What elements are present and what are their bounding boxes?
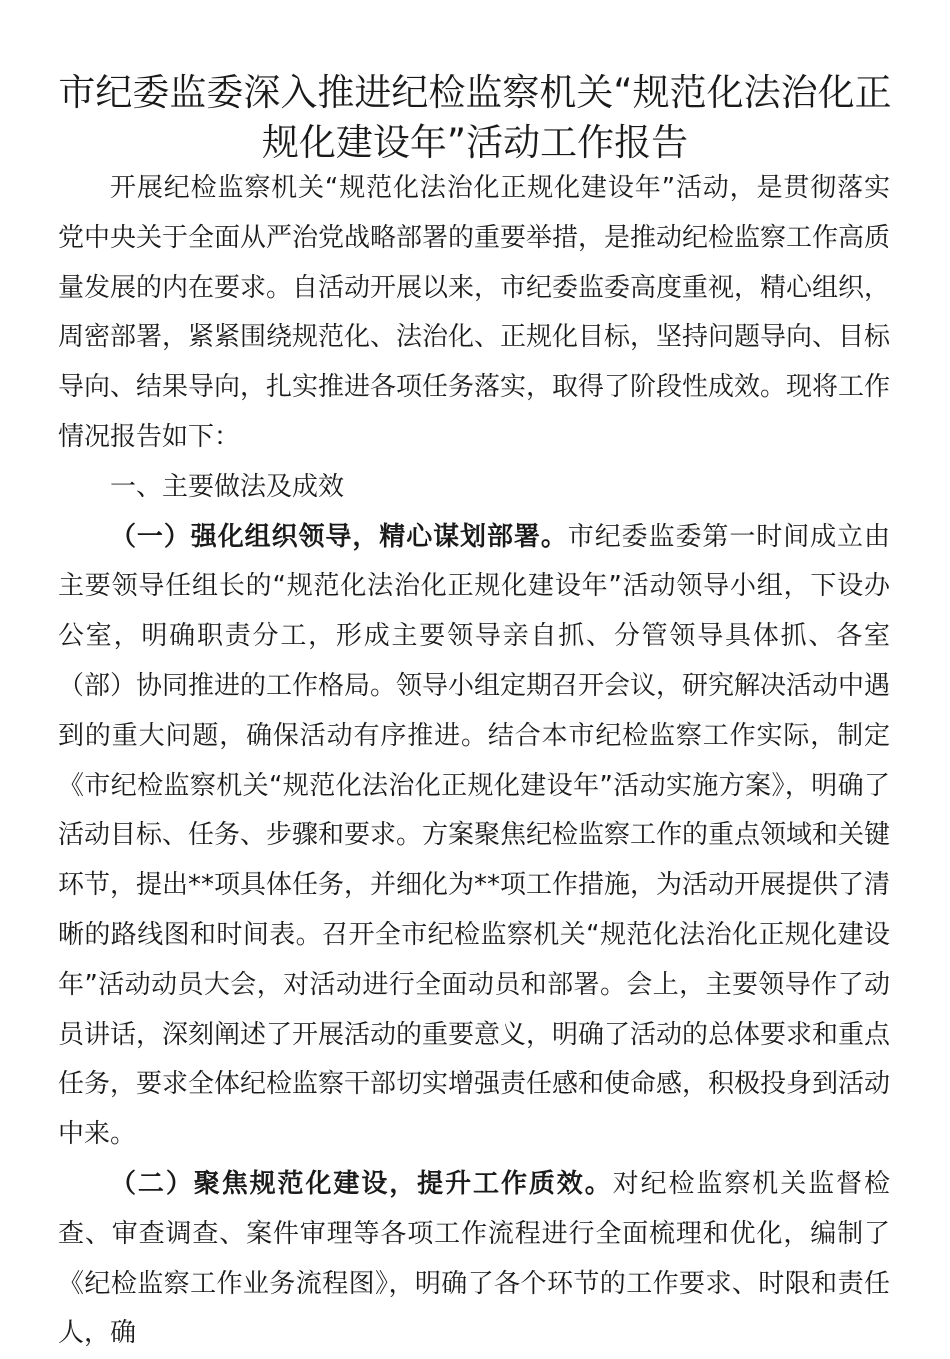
paragraph-text: 对纪检监察机关监督检查、审查调查、案件审理等各项工作流程进行全面梳理和优化，编制了《纪检监察工作业务流程图》，明确了各个环节的工作要求、时限和责任人，确: [58, 1168, 890, 1349]
subsection-paragraph-2: [58, 1160, 890, 1359]
subsection-heading: （一）强化组织领导，精心谋划部署。: [110, 521, 568, 552]
subsection-heading: （二）聚焦规范化建设，提升工作质效。: [110, 1168, 613, 1199]
subsection-paragraph-1: [58, 513, 890, 1160]
paragraph-text: 市纪委监委第一时间成立由主要领导任组长的“规范化法治化正规化建设年”活动领导小组，下设办公室，明确职责分工，形成主要领导亲自抓、分管领导具体抓、各室（部）协同推进的工作格局。领导小组定期召开会议，研究解决活动中遇到的重大问题，确保活动有序推进。结合本市纪检监察工作实际，制定《市纪检监察机关“规范化法治化正规化建设年”活动实施方案》，明确了活动目标、任务、步骤和要求。方案聚焦纪检监察工作的重点领域和关键环节，提出**项具体任务，并细化为**项工作措施，为活动开展提供了清晰的路线图和时间表。召开全市纪检监察机关“规范化法治化正规化建设年”活动动员大会，对活动进行全面动员和部署。会上，主要领导作了动员讲话，深刻阐述了开展活动的重要意义，明确了活动的总体要求和重点任务，要求全体纪检监察干部切实增强责任感和使命感，积极投身到活动中来。: [58, 521, 891, 1150]
paragraph-text: 开展纪检监察机关“规范化法治化正规化建设年”活动，是贯彻落实党中央关于全面从严治党战略部署的重要举措，是推动纪检监察工作高质量发展的内在要求。自活动开展以来，市纪委监委高度重视，精心组织，周密部署，紧紧围绕规范化、法治化、正规化目标，坚持问题导向、目标导向、结果导向，扎实推进各项任务落实，取得了阶段性成效。现将工作情况报告如下：: [58, 173, 891, 452]
section-heading-text: 一、主要做法及成效: [110, 471, 345, 502]
intro-paragraph: [58, 164, 890, 463]
section-heading: [58, 463, 890, 513]
document-title: 市纪委监委深入推进纪检监察机关“规范化法治化正规化建设年”活动工作报告: [58, 71, 892, 164]
document-body: [58, 164, 890, 1359]
